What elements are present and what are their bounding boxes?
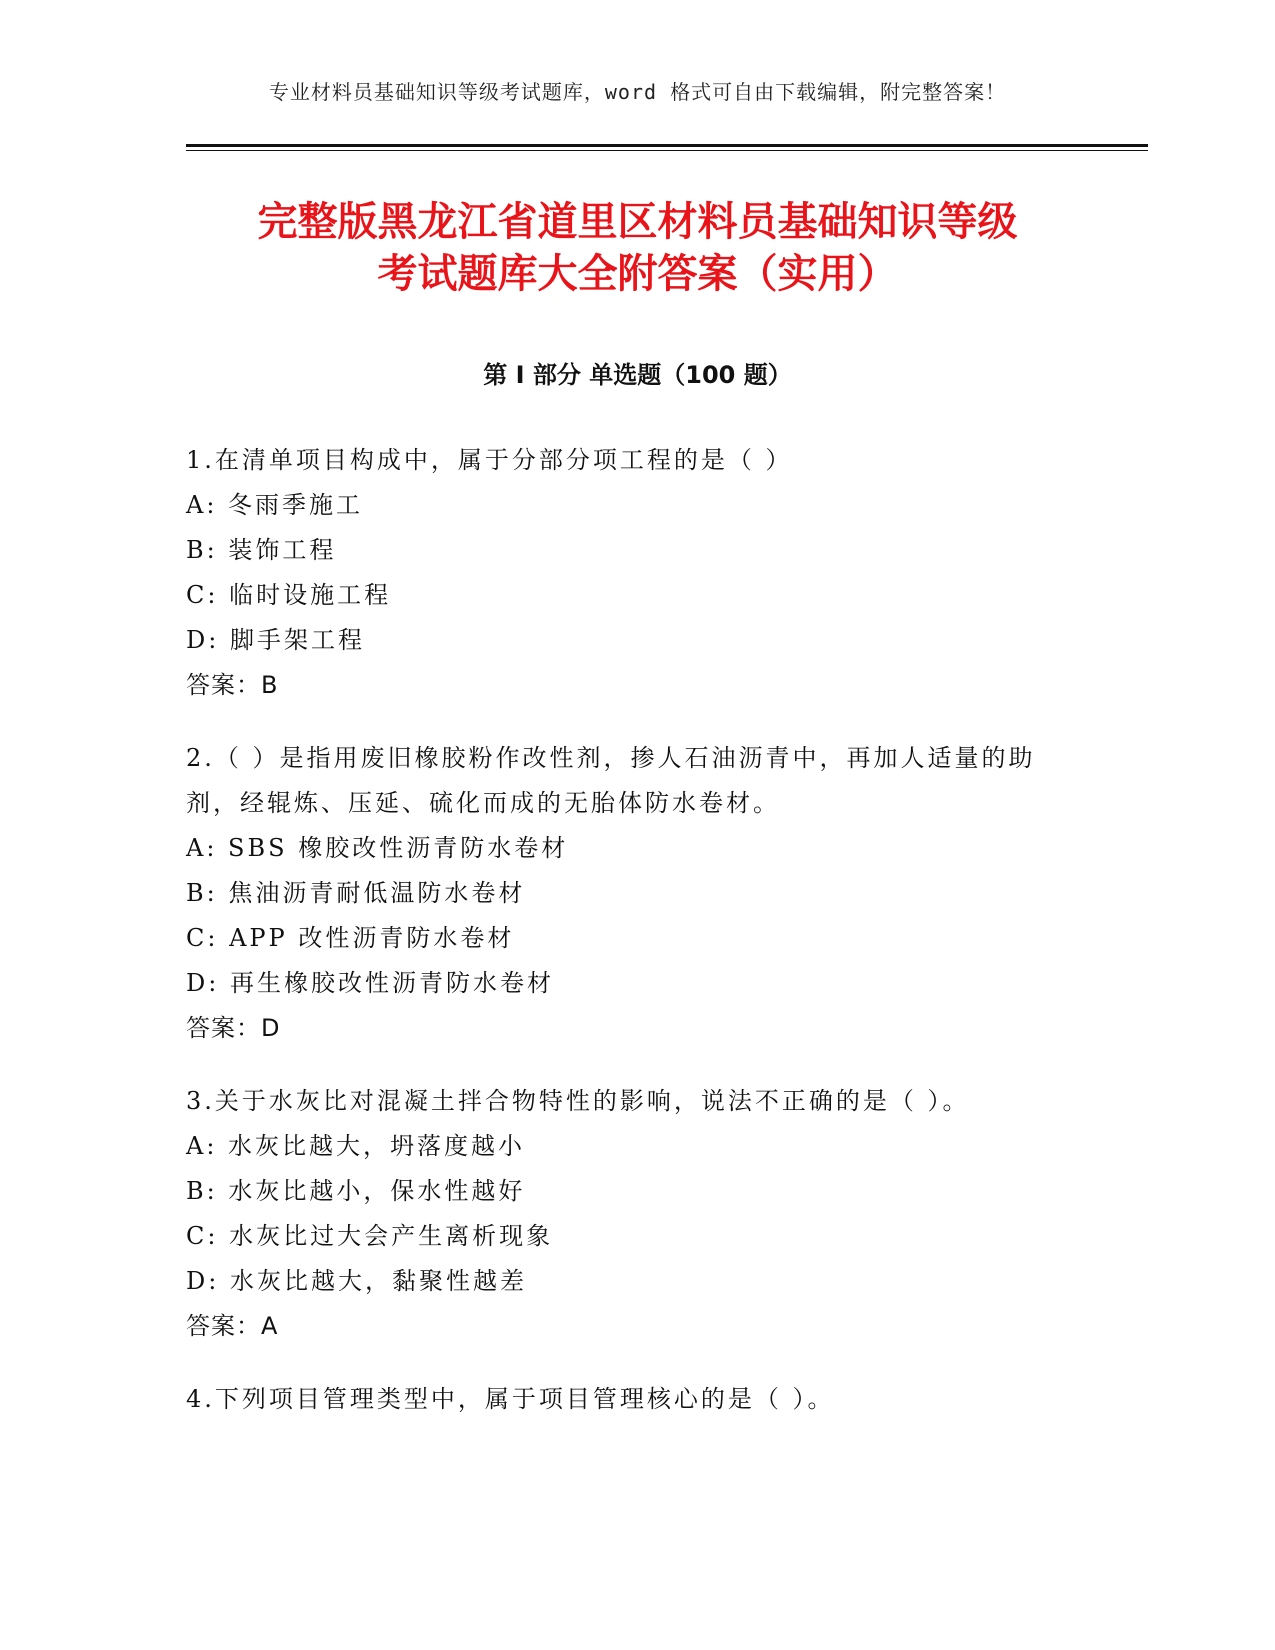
option-b: B: 装饰工程 xyxy=(186,536,337,564)
option-a: A: 水灰比越大，坍落度越小 xyxy=(186,1132,526,1160)
option-b: B: 水灰比越小，保水性越好 xyxy=(186,1177,526,1205)
question-stem: 3.关于水灰比对混凝土拌合物特性的影响，说法不正确的是（ ）。 xyxy=(186,1087,970,1115)
answer: 答案：A xyxy=(186,1312,279,1340)
option-c: C: APP 改性沥青防水卷材 xyxy=(186,924,515,952)
answer: 答案：B xyxy=(186,671,279,699)
title-line-2: 考试题库大全附答案（实用） xyxy=(377,251,898,297)
header-rule-thin xyxy=(186,150,1148,151)
option-a: A: SBS 橡胶改性沥青防水卷材 xyxy=(186,834,569,862)
question-list xyxy=(186,438,1086,1450)
option-c: C: 水灰比过大会产生离析现象 xyxy=(186,1222,554,1250)
option-c: C: 临时设施工程 xyxy=(186,581,392,609)
option-d: D: 再生橡胶改性沥青防水卷材 xyxy=(186,969,554,997)
header-rule-thick xyxy=(186,144,1148,147)
section-title: 第 I 部分 单选题（100 题） xyxy=(483,361,792,389)
option-b: B: 焦油沥青耐低温防水卷材 xyxy=(186,879,526,907)
question-stem: 4.下列项目管理类型中，属于项目管理核心的是（ ）。 xyxy=(186,1385,835,1413)
question-1 xyxy=(186,438,1086,708)
option-d: D: 脚手架工程 xyxy=(186,626,365,654)
header-note: 专业材料员基础知识等级考试题库，word 格式可自由下载编辑，附完整答案！ xyxy=(268,80,1007,104)
title-line-1: 完整版黑龙江省道里区材料员基础知识等级 xyxy=(257,199,1018,245)
option-a: A: 冬雨季施工 xyxy=(186,491,364,519)
document-title xyxy=(150,196,1125,300)
question-2 xyxy=(186,736,1086,1051)
question-4 xyxy=(186,1377,1086,1422)
option-d: D: 水灰比越大，黏聚性越差 xyxy=(186,1267,527,1295)
answer: 答案：D xyxy=(186,1014,281,1042)
question-stem: 2.（ ）是指用废旧橡胶粉作改性剂，掺人石油沥青中，再加人适量的助剂，经辊炼、压延、硫化而成的无胎体防水卷材。 xyxy=(186,744,1036,817)
question-stem: 1.在清单项目构成中，属于分部分项工程的是（ ） xyxy=(186,446,793,474)
question-3 xyxy=(186,1079,1086,1349)
